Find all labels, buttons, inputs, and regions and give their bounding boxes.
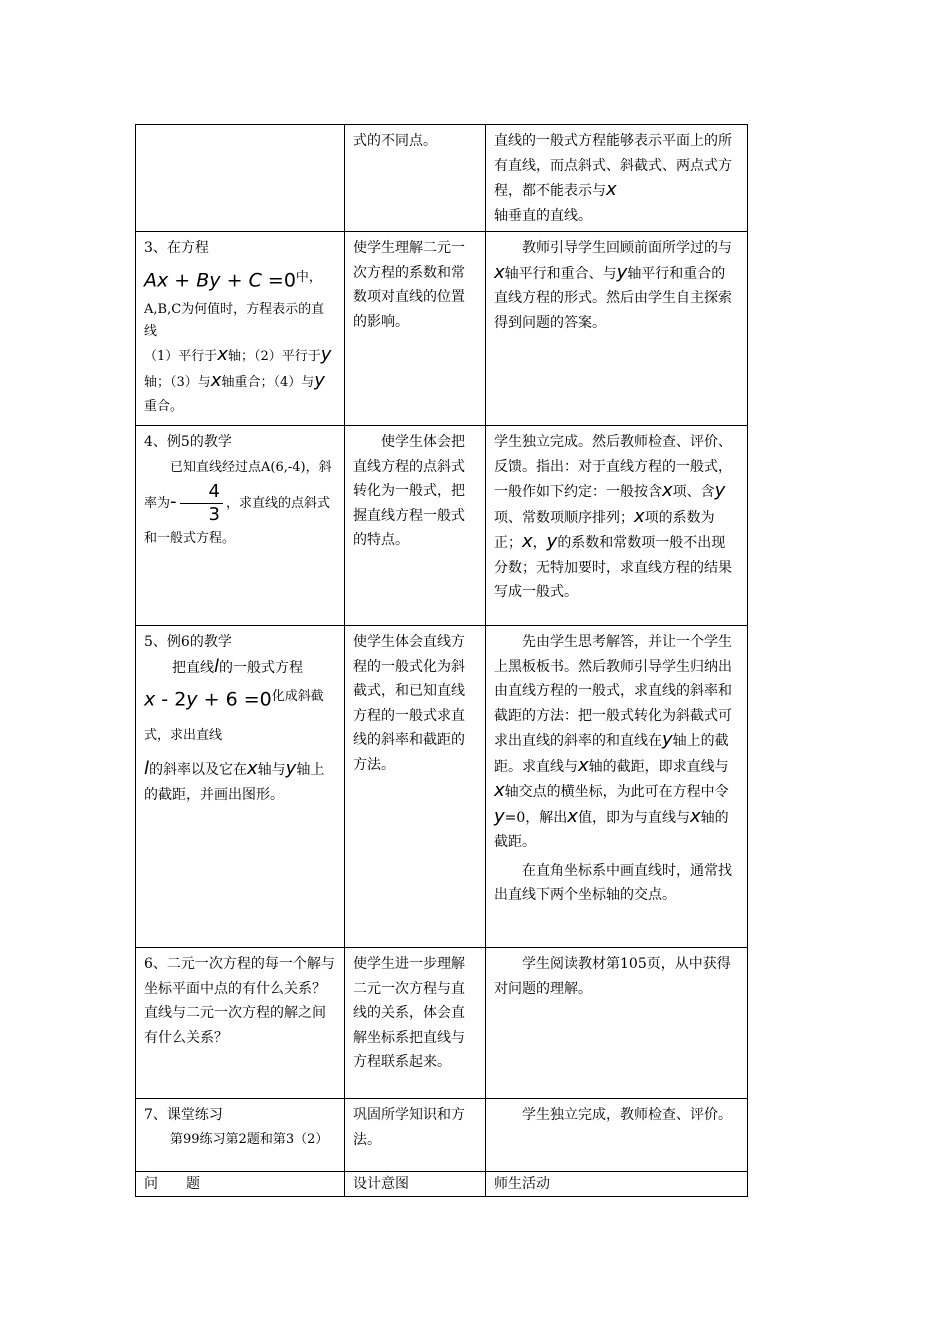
activity-cell: 直线的一般式方程能够表示平面上的所有直线，而点斜式、斜截式、两点式方程，都不能表示与x 轴垂直的直线。 (486, 125, 748, 232)
table-row (136, 232, 748, 426)
intent-cell: 使学生理解二元一次方程的系数和常数项对直线的位置的影响。 (345, 232, 486, 426)
intent-cell: 式的不同点。 (345, 125, 486, 232)
table-row (136, 948, 748, 1099)
question-cell (136, 125, 345, 232)
table-row (136, 125, 748, 232)
header-activity: 师生活动 (486, 1172, 748, 1197)
equation: Ax + By + C =0 (144, 269, 296, 292)
intent-cell: 巩固所学知识和方法。 (345, 1099, 486, 1172)
activity-cell: 学生独立完成，教师检查、评价。 (486, 1099, 748, 1172)
activity-cell: 学生独立完成。然后教师检查、评价、反馈。指出：对于直线方程的一般式，一般作如下约定：一般按含x项、含y项、常数项顺序排列；x项的系数为正；x，y的系数和常数项一般不出现分数；无特加要时，求直线方程的结果写成一般式。 (486, 426, 748, 626)
question-cell: 6、二元一次方程的每一个解与坐标平面中点的有什么关系？直线与二元一次方程的解之间有什么关系？ (136, 948, 345, 1099)
intent-cell: 使学生体会直线方程的一般式化为斜截式，和已知直线方程的一般式求直线的斜率和截距的方法。 (345, 626, 486, 948)
intent-cell: 使学生体会把直线方程的点斜式转化为一般式，把握直线方程一般式的特点。 (345, 426, 486, 626)
activity-cell: 教师引导学生回顾前面所学过的与x轴平行和重合、与y轴平行和重合的直线方程的形式。然后由学生自主探索得到问题的答案。 (486, 232, 748, 426)
question-cell: 5、例6的教学 把直线l的一般式方程 $x - 2y + 6 =0^{化成斜截式,求出直线}$ l的斜率以及它在x轴与y轴上的截距，并画出图形。 (136, 626, 345, 948)
fraction: $\frac{4}{3}$ (180, 481, 223, 526)
header-question: 问 题 (136, 1172, 345, 1197)
question-cell: 3、在方程 $Ax + By + C =0^{中,}$ A,B,C为何值时，方程表示的直线 （1）平行于x轴；（2）平行于y轴；（3）与x轴重合；（4）与y重合。 (136, 232, 345, 426)
table-row (136, 426, 748, 626)
activity-cell: 学生阅读教材第105页，从中获得对问题的理解。 (486, 948, 748, 1099)
table-row (136, 1099, 748, 1172)
lesson-plan-table (135, 124, 748, 1197)
activity-cell: 先由学生思考解答，并让一个学生上黑板板书。然后教师引导学生归纳出由直线方程的一般式，求直线的斜率和截距的方法：把一般式转化为斜截式可求出直线的斜率的和直线在y轴上的截距。求直线与x轴的截距，即求直线与x轴交点的横坐标，为此可在方程中令y=0，解出x值，即为与直线与x轴的截距。 在直角坐标系中画直线时，通常找出直线下两个坐标轴的交点。 (486, 626, 748, 948)
equation: x - 2y + 6 =0 (144, 688, 272, 711)
table-header-row (136, 1172, 748, 1197)
question-cell: 7、课堂练习 第99练习第2题和第3（2） (136, 1099, 345, 1172)
intent-cell: 使学生进一步理解二元一次方程与直线的关系，体会直解坐标系把直线与方程联系起来。 (345, 948, 486, 1099)
question-cell: 4、例5的教学 已知直线经过点A(6,-4)，斜率为- $\frac{4}{3}$ ，求直线的点斜式和一般式方程。 (136, 426, 345, 626)
header-intent: 设计意图 (345, 1172, 486, 1197)
question-title: 3、在方程 (144, 240, 209, 256)
table-row (136, 626, 748, 948)
